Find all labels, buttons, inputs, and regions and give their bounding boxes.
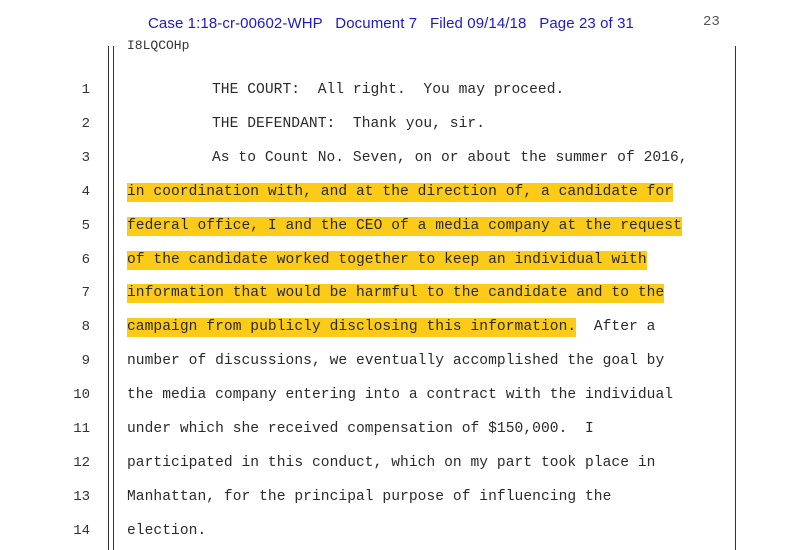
highlighted-text: information that would be harmful to the candidate and to the	[127, 285, 665, 302]
line-number: 9	[81, 353, 90, 370]
line-text	[127, 523, 206, 539]
line-text	[127, 319, 655, 335]
highlighted-text: of the candidate worked together to keep an individual with	[127, 251, 647, 268]
transcript-line	[0, 244, 796, 278]
line-text	[212, 150, 688, 166]
transcript-line	[0, 277, 796, 311]
line-number: 11	[73, 421, 90, 437]
line-text	[212, 82, 564, 98]
transcript-line	[0, 142, 796, 176]
line-number: 14	[73, 522, 90, 539]
transcript-line	[0, 210, 796, 244]
text-segment: Manhattan, for the principal purpose of influencing the	[127, 488, 612, 505]
text-segment: THE DEFENDANT: Thank you, sir.	[212, 115, 486, 132]
text-segment: After a	[576, 319, 656, 336]
highlighted-text: in coordination with, and at the direction of, a candidate for	[127, 183, 674, 200]
text-segment: THE COURT: All right. You may proceed.	[212, 82, 565, 98]
document-code: I8LQCOHp	[127, 38, 190, 53]
transcript-line	[0, 413, 796, 447]
text-segment: the media company entering into a contract with the individual	[127, 387, 674, 404]
highlighted-text: federal office, I and the CEO of a media company at the request	[127, 217, 682, 234]
transcript-line	[0, 345, 796, 379]
line-text	[127, 455, 655, 471]
line-text	[127, 353, 664, 369]
case-header: Case 1:18-cr-00602-WHP Document 7 Filed 09/14/18 Page 23 of 31	[148, 15, 634, 32]
transcript-line	[0, 481, 796, 515]
transcript-line	[0, 311, 796, 345]
text-segment: under which she received compensation of $150,000. I	[127, 421, 594, 437]
line-text	[212, 116, 485, 132]
line-number: 7	[81, 285, 90, 302]
line-number: 3	[81, 149, 90, 166]
text-segment: As to Count No. Seven, on or about the summer of 2016,	[212, 149, 688, 166]
line-number: 1	[81, 82, 90, 98]
line-text	[127, 285, 664, 301]
transcript-line	[0, 515, 796, 549]
line-number: 6	[81, 251, 90, 268]
line-text	[127, 218, 682, 234]
line-text	[127, 421, 594, 437]
line-number: 12	[73, 454, 90, 471]
highlighted-text: campaign from publicly disclosing this information.	[127, 319, 577, 336]
text-segment: election.	[127, 522, 207, 539]
transcript-line	[0, 74, 796, 108]
line-text	[127, 489, 611, 505]
line-text	[127, 387, 673, 403]
page-number: 23	[703, 14, 720, 30]
line-number: 2	[81, 115, 90, 132]
transcript-line	[0, 108, 796, 142]
line-number: 4	[81, 183, 90, 200]
line-text	[127, 184, 673, 200]
text-segment: number of discussions, we eventually accomplished the goal by	[127, 353, 665, 370]
line-number: 8	[81, 319, 90, 336]
line-number: 10	[73, 387, 90, 404]
transcript-line	[0, 447, 796, 481]
transcript-line	[0, 379, 796, 413]
text-segment: participated in this conduct, which on my part took place in	[127, 454, 656, 471]
line-number: 5	[81, 217, 90, 234]
transcript-line	[0, 176, 796, 210]
line-number: 13	[73, 488, 90, 505]
line-text	[127, 252, 647, 268]
